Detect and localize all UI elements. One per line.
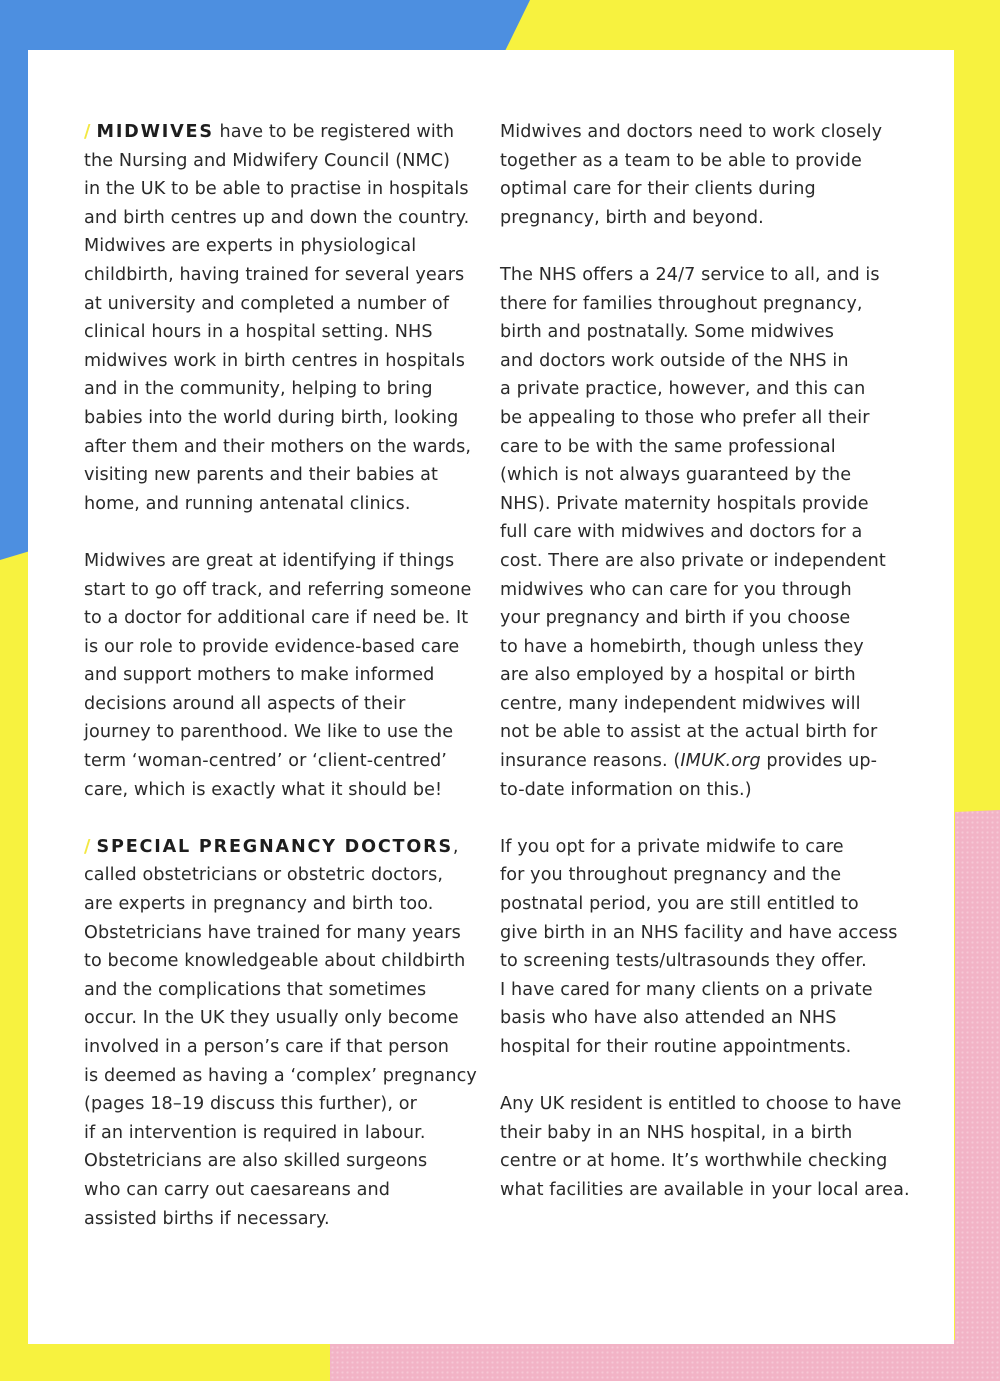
text-line: The NHS offers a 24/7 service to all, and is: [500, 264, 880, 285]
obstetricians-paragraph: [84, 833, 489, 1233]
text-line: babies into the world during birth, looking: [84, 407, 459, 428]
text-line: (which is not always guaranteed by the: [500, 465, 852, 486]
text-line: to have a homebirth, though unless they: [500, 636, 864, 657]
text-line: Midwives are great at identifying if things: [84, 550, 455, 571]
text-line: start to go off track, and referring someone: [84, 579, 472, 600]
text-line: NHS). Private maternity hospitals provide: [500, 493, 869, 514]
text-line: hospital for their routine appointments.: [500, 1037, 852, 1057]
imuk-reference: IMUK.org: [680, 751, 761, 772]
text-line: a private practice, however, and this can: [500, 379, 866, 400]
text-line: are also employed by a hospital or birth: [500, 665, 856, 686]
text-line: your pregnancy and birth if you choose: [500, 608, 851, 629]
text-line: I have cared for many clients on a private: [500, 979, 873, 1000]
text-line: home, and running antenatal clinics.: [84, 493, 411, 514]
text-line: full care with midwives and doctors for a: [500, 522, 863, 543]
nhs-services-paragraph: [500, 261, 900, 804]
text-line: be appealing to those who prefer all their: [500, 407, 870, 428]
text-line: decisions around all aspects of their: [84, 693, 406, 714]
teamwork-paragraph: [500, 118, 900, 232]
text-line: to become knowledgeable about childbirth: [84, 951, 466, 972]
text-line: not be able to assist at the actual birth for: [500, 722, 878, 743]
text-line: is deemed as having a ‘complex’ pregnancy: [84, 1065, 477, 1086]
midwives-heading: MIDWIVES: [96, 122, 214, 142]
text-line: visiting new parents and their babies at: [84, 465, 438, 486]
text-line: midwives who can care for you through: [500, 579, 852, 600]
page-card: [28, 50, 954, 1344]
right-column: [500, 118, 910, 1233]
text-line: cost. There are also private or independent: [500, 550, 886, 571]
text-line: and support mothers to make informed: [84, 665, 435, 686]
midwives-paragraph: [84, 118, 489, 518]
text-line: what facilities are available in your local area.: [500, 1179, 910, 1200]
text-line: postnatal period, you are still entitled to: [500, 894, 859, 915]
text-line: centre or at home. It’s worthwhile checking: [500, 1151, 888, 1172]
text-line: and the complications that sometimes: [84, 979, 427, 1000]
text-line: and doctors work outside of the NHS in: [500, 350, 849, 371]
text-line: centre, many independent midwives will: [500, 693, 861, 714]
text-line: Any UK resident is entitled to choose to have: [500, 1094, 902, 1115]
text-line: pregnancy, birth and beyond.: [500, 207, 764, 228]
text-line: the Nursing and Midwifery Council (NMC): [84, 150, 451, 171]
text-line: for you throughout pregnancy and the: [500, 865, 842, 886]
slash-mark: /: [84, 122, 91, 142]
text-line: in the UK to be able to practise in hospitals: [84, 179, 469, 200]
text-line: childbirth, having trained for several years: [84, 264, 465, 285]
text-line: assisted births if necessary.: [84, 1208, 330, 1229]
uk-resident-paragraph: [500, 1090, 910, 1204]
pregnancy-doctors-heading: SPECIAL PREGNANCY DOCTORS: [96, 836, 453, 857]
text-line: Obstetricians are also skilled surgeons: [84, 1151, 428, 1172]
left-column: [84, 118, 489, 1262]
text-line: birth and postnatally. Some midwives: [500, 322, 835, 343]
text-line: at university and completed a number of: [84, 293, 450, 314]
text-line: care to be with the same professional: [500, 436, 836, 457]
text-line: insurance reasons. (IMUK.org provides up-: [500, 751, 878, 772]
private-midwife-paragraph: [500, 833, 900, 1062]
text-line: / SPECIAL PREGNANCY DOCTORS,: [84, 836, 459, 857]
text-line: there for families throughout pregnancy,: [500, 293, 863, 314]
text-line: (pages 18–19 discuss this further), or: [84, 1094, 417, 1115]
midwives-role-paragraph: [84, 547, 489, 804]
text-line: Midwives are experts in physiological: [84, 236, 417, 257]
text-line: basis who have also attended an NHS: [500, 1008, 837, 1029]
text-line: give birth in an NHS facility and have access: [500, 922, 898, 943]
text-line: their baby in an NHS hospital, in a birth: [500, 1122, 853, 1143]
text-line: midwives work in birth centres in hospitals: [84, 350, 465, 371]
text-line: if an intervention is required in labour.: [84, 1122, 426, 1143]
text-line: and in the community, helping to bring: [84, 379, 433, 400]
text-line: care, which is exactly what it should be!: [84, 779, 443, 800]
text-line: clinical hours in a hospital setting. NHS: [84, 322, 433, 343]
text-line: who can carry out caesareans and: [84, 1179, 391, 1200]
text-line: called obstetricians or obstetric doctors,: [84, 865, 444, 886]
text-line: after them and their mothers on the wards,: [84, 436, 472, 457]
text-line: is our role to provide evidence-based care: [84, 636, 460, 657]
slash-mark: /: [84, 836, 91, 857]
text-line: occur. In the UK they usually only become: [84, 1008, 459, 1029]
text-line: to a doctor for additional care if need be. It: [84, 608, 469, 629]
text-line: optimal care for their clients during: [500, 179, 816, 200]
text-line: term ‘woman-centred’ or ‘client-centred’: [84, 751, 447, 772]
text-line: to-date information on this.): [500, 779, 752, 800]
text-line: involved in a person’s care if that person: [84, 1037, 449, 1057]
text-line: / MIDWIVES have to be registered with: [84, 122, 455, 142]
text-line: and birth centres up and down the country.: [84, 207, 470, 228]
text-line: together as a team to be able to provide: [500, 150, 862, 171]
text-line: Obstetricians have trained for many years: [84, 922, 461, 943]
text-line: are experts in pregnancy and birth too.: [84, 894, 434, 915]
text-line: journey to parenthood. We like to use the: [84, 722, 454, 743]
text-line: Midwives and doctors need to work closely: [500, 122, 883, 142]
text-line: If you opt for a private midwife to care: [500, 836, 844, 857]
text-line: to screening tests/ultrasounds they offer.: [500, 951, 867, 972]
